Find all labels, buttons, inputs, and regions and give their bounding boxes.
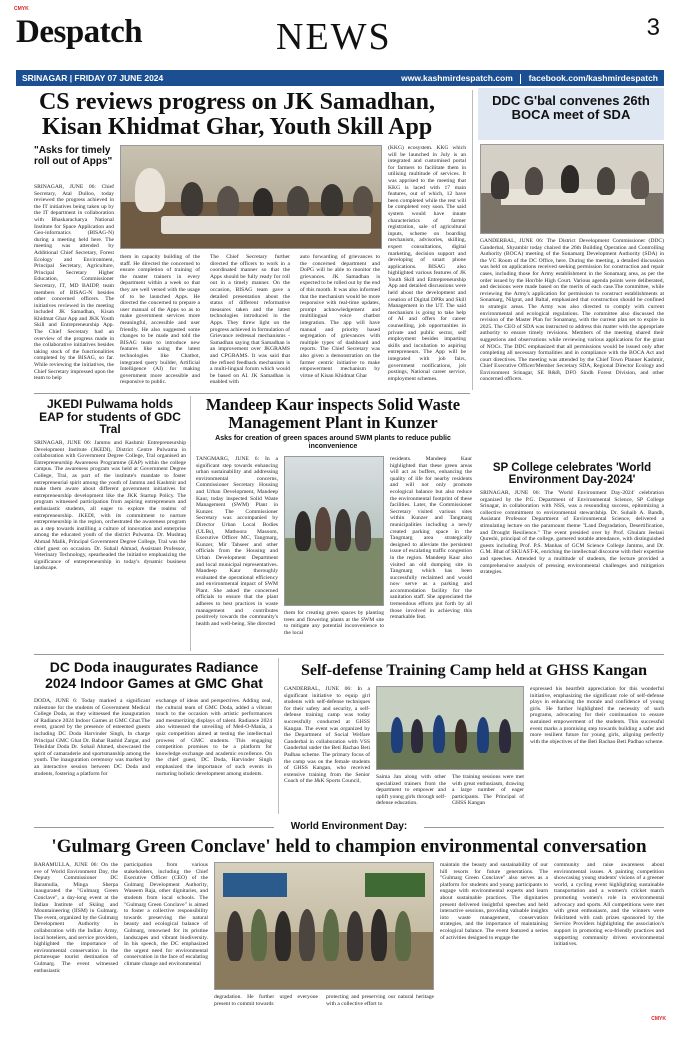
mandeep-headline: Mandeep Kaur inspects Solid Waste Management Plant in Kunzer: [205, 395, 461, 432]
masthead: [16, 14, 664, 83]
mandeep-column-2: them for creating green spaces by planting trees and flowering plants at the SWM site to mitigate any potential inconvenience to the local: [284, 610, 384, 636]
mandeep-subheadline: Asks for creation of green spaces around SWM plants to reduce public inconvenience: [215, 435, 451, 450]
section-title: NEWS: [276, 16, 392, 58]
lead-headline: CS reviews progress on JK Samadhan, Kisan Khidmat Ghar, Youth Skill App: [38, 89, 436, 140]
page-number: 3: [646, 14, 660, 41]
selfdefense-column-1: GANDERBAL, JUNE 06: In a significant initiative to equip girl students with self-defense techniques for their safety and security, a self-defense training camp was today successfully conducted at GHSS Kangan. The event was organized by the Department of Social Welfare Ganderbal in collaboration with VSS Ganderbal under the Beti Bachao Beti Padhao scheme. The primary focus of the camp was on the female students of GHSS Kangan, who received extensive training from the Senior Coach of the J&K Sports Council,: [284, 686, 370, 785]
sp-college-headline: SP College celebrates 'World Environment Day-2024': [492, 462, 652, 486]
ddc-headline-box: [478, 88, 664, 140]
column-rule-2: [190, 396, 191, 651]
lead-column-2: them in capacity building of the staff. He directed the concerned to ensure completion of training of the master trainers in every department within a week so that they are well versed with the usage of to be launched Apps. He directed the concerned to prepare a user manual of the Apps so as to make government services more meaningful, accessible and user friendly. He also suggested some changes to be made and told the BISAG team to introduce new features like using the latest technologies like Chatbot, integrated query builder, Artificial Intelligence (AI) for making government more accessible and responsive to public.: [120, 254, 200, 386]
masthead-links: [401, 70, 658, 86]
dateline: SRINAGAR | FRIDAY 07 JUNE 2024: [22, 73, 164, 83]
gulmarg-photo: [214, 862, 434, 990]
mandeep-column-1: TANGMARG, JUNE 6: In a significant step towards enhancing urban sustainability and addressing environmental concerns, Commissioner Secretary Housing and Urban Development, Mandeep Kaur, today inspected Solid Waste Management (SWM) Plant in Kunzer. The Commissioner Secretary was accompanied by Director Urban Local Bodies (ULBs), Mathoora Masoom, Executive Officer MC, Tangmarg, Kunzer, Mir Tahseer and other officials from the Housing and Urban Development Department and local municipal representatives. Mandeep Kaur thoroughly evaluated the operational efficiency and environmental impact of SWM Plant. She asked the concerned officials to ensure that the plant adheres to best practices in waste management and contributes positively towards the community's health and well-being. She directed: [196, 456, 278, 627]
selfdefense-column-4: expressed his heartfelt appreciation for this wonderful initiative, emphasizing the significant role of self-defense plays in enhancing the morale and confidence of young girls. He further highlighted the necessity of such programs, advocating for their continuation to ensure sustained empowerment of the students. This successful event marks a promising step towards building a safer and more resilient future for young girls, aligning perfectly with the objectives of the Beti Bachao Beti Padhao scheme.: [530, 686, 664, 745]
lead-photo: [120, 145, 382, 249]
ddc-body: GANDERBAL, JUNE 06: The District Development Commissioner (DDC) Ganderbal, Shyambir today chaired the 26th Building Operation and Controlling Authority (BOCA) meeting of the Sonamarg Development Authority (SDA) in the VC Room of the DC Office, here. During the meeting, a detailed discussion was held on applications received seeking permission for construction and repair cases, including those for Army establishment in the Sonamarg area, as per the order issued by the Hon'ble High Court. Various agenda points were deliberated, and decisions were made based on the merits of each case.The committee, while reviewing the Army's application for permission to construct establishments at Sonamarg, Nilgrat, and Baltal, emphasized that construction should be confined to strategic areas. The Army was also directed to comply with current environmental and ecological regulations. The committee also discussed the revision of the Master Plan for Sonamarg, with the current plan set to expire in 2025. The CEO of SDA was instructed to address this matter with the appropriate authority to ensure timely revisions. Members of the meeting shared their suggestions and observations while reviewing various applications for the grant of NOCs. The DDC emphasized that all permissions would be issued only after completing all necessary formalities and in compliance with the BOCA Act and court directives. The meeting was attended by the Chief Town Planner Kashmir, Chief Executive Officer/Member Secretary SDA, Regional Director Ecology and Environment Srinagar, SE R&B, DFO Sindh Forest Division, and other concerned officers.: [480, 238, 664, 383]
section-rule: [34, 393, 470, 394]
selfdefense-column-2: Saima Jan along with other specialized trainers from the department to empower and uplift young girls through self-defense education.: [376, 774, 446, 807]
selfdefense-column-3: The training sessions were met with great enthusiasm, drawing a large number of eager participants. The Principal of GHSS Kangan: [452, 774, 524, 807]
gulmarg-kicker-wrap: [34, 820, 664, 834]
brand-logo: Despatch: [16, 14, 143, 50]
ddc-photo: [480, 144, 664, 234]
masthead-bar: [16, 70, 664, 86]
mandeep-column-3: residents. Mandeep Kaur highlighted that these green areas will act as buffers, enhancing the quality of life for nearby residents and will not only promote ecological balance but also reduce the environmental footprint of these facilities. Later, the Commissioner Secretary visited various sites within Kunzer and Tangmarg municipalities including a newly created parking space in the Tangmarg area strategically designed to alleviate the persistent issue of escalating traffic congestion in the region. Mandeep Kaur also visited an old dumping site in Tangmarg which has been successfully reclaimed and would now serve as a parking and accommodation facility for the sanitation staff. She appreciated the tremendous efforts put forth by all those involved in achieving this remarkable feat.: [390, 456, 472, 621]
jkedi-body: SRINAGAR, JUNE 06: Jammu and Kashmir Entrepreneurship Development Institute (JKEDI), District Centre Pulwama in collaboration with Government Degree College, Tral organised an Entrepreneurship Awareness Programme (EAP) within the college campus. The awareness program was held at Government Degree College, Tral, as part of the institute's mandate to foster entrepreneurial spirit among the youth of Jammu and Kashmir and make them aware about different government initiatives for entrepreneurship development like the JKK Startup Policy. The program witnessed participation from aspiring entrepreneurs and enthusiastic students, all eager to explore the realms of entrepreneurship. JKEDI, with its commitment to nurture entrepreneurship in the region, orchestrated the awareness program as a step towards instilling a culture of innovation and enterprise among the educated youth of the district Pulwama. Dr. Mushtaq Ahmad Malik, Principal Government Degree College, Tral was the chief guest on occasion. Dr. Suhail Ahmad, Assistant Professor, Veterinary Technology, spearheaded the initiative emphasizing the significance of entrepreneurship in today's dynamic business landscape.: [34, 440, 186, 572]
column-rule-3: [278, 658, 279, 814]
lead-kicker-box: [34, 145, 114, 181]
lead-kicker: "Asks for timely roll out of Apps": [34, 145, 113, 167]
lead-column-5: (KKG) ecosystem. KKG which will be launched in July is an integrated and customised portal for farmers to facilitate them in utilising multitude of services. It was apprised to the meeting that KKG is laced with 17 main features, out of which, 12 have been completed while the rest will be completed very soon. The said system would have innate characteristics of farmer registration, sale of agricultural inputs, scheme on boarding mechanism, advisories, skilling, expert consultations, digital marketing, decision support and developing of smart phone applications. BISAG also highlighted various features of JK Youth Skill and Entrepreneurship App and detailed discussions were held about the development and creation of Digital DPRs and Skill Management in the UT. The said mechanism is going to take help of AI and offers for career counselling, job opportunities in private and public sector, self employment besides imparting skills and incubation to aspiring entrepreneurs. The App will be integrated with job fairs, government notifications, job postings, National career service, employment schemes.: [388, 145, 466, 382]
lead-column-4: auto forwarding of grievances to the concerned department and DoPG will be able to monitor the grievances. JK Samadhan is expected to be rolled out by the end of this month. It was also informed that the mechanism would be more responsive with real-time updates, prompt acknowledgement and multilingual voice chatbot integration. The app will have manual and priority based segregation of grievances with multiple types of dashboard and reports. The Chief Secretary was also given a demonstration on the farmer centric initiative to make empowerment mechanism by virtue of Kisan Khidmat Ghar: [300, 254, 380, 379]
doda-headline: DC Doda inaugurates Radiance 2024 Indoor Games at GMC Ghat: [45, 659, 263, 691]
gulmarg-headline: 'Gulmarg Green Conclave' held to champion environmental conversation: [51, 836, 647, 857]
jkedi-headline: JKEDI Pulwama holds EAP for students of GDC Tral: [39, 397, 181, 436]
website-link[interactable]: www.kashmirdespatch.com: [401, 73, 513, 83]
selfdefense-headline: Self-defense Training Camp held at GHSS Kangan: [300, 662, 648, 679]
gulmarg-column-6: community and raise awareness about environmental issues. A painting competition showcasing young students' visions of a greener world, a cycling event highlighting sustainable transportation and a women's cricket match promoting women's role in environmental advocacy and sports. All competitions were met with great enthusiasm, and the winners were felicitated with cash prizes sponsored by the Service Providers highlighting the association's support in promoting eco-friendly practices and supporting community driven environmental initiatives.: [554, 862, 664, 948]
gulmarg-column-1: BARAMULLA, JUNE 06: On the eve of World Environment Day, the Deputy Commissioner DC Baramulla, Minga Sherpa inaugurated the "Gulmarg Green Conclave", a day-long event at the Indian Institute of Skiing and Mountaineering (IISM) in Gulmarg. The event, organized by the Gulmarg Development Authority in collaboration with the Indian Army, local hoteliers, and service providers, highlighted the importance of environmental conservation in the picturesque tourist destination of Gulmarg. The event witnessed enthusiastic: [34, 862, 118, 974]
facebook-link[interactable]: facebook.com/kashmirdespatch: [528, 73, 658, 83]
lead-column-3: The Chief Secretary further directed the officers to work in a coordinated manner so that the Apps should be fully ready for roll out in a timely manner. On the occasion, BISAG team gave a detailed presentation about the status of different reformative measures taken and the latest technologies introduced in the Apps. They threw light on the progress achieved in formulation of Grievance redressal mechanisms - Samadhan saying that Samadhan is an improvement over JKGRAMS and CPGRAMS. It was said that the refined feedback mechanism is a multi-lingual forum which would be based on AI. JK Samadhan is enabled with: [210, 254, 290, 386]
gulmarg-column-3: degradation. He further urged everyone present to commit towards: [214, 994, 318, 1007]
column-rule: [472, 90, 473, 390]
section-rule-2: [34, 654, 664, 655]
gulmarg-column-5: maintain the beauty and sustainability of our hill resorts for future generations. The "Gulmarg Green Conclave" also serves as a platform for students and young participants to engage with environmental experts and learn about sustainable practices. The dignitaries present delivered insightful speeches and held interactive sessions, providing valuable insights into waste management, conservation strategies, and the importance of maintaining ecological balance. The event featured a series of activities designed to engage the: [440, 862, 548, 941]
cmyk-mark-top: CMYK: [14, 6, 29, 12]
ddc-headline: DDC G'bal convenes 26th BOCA meet of SDA: [492, 93, 650, 122]
mandeep-photo: [284, 456, 384, 606]
gulmarg-column-4: protecting and preserving our natural heritage with a collective effort to: [326, 994, 434, 1007]
gulmarg-column-2: participation from various stakeholders, including the Chief Executive Officer (CEO) of the Gulmarg Development Authority, Waseem Raja, other dignitaries, and students from local schools. The "Gulmarg Green Conclave" is aimed to foster a collective responsibility towards preserving the natural beauty and ecological balance of Gulmarg, renowned for its pristine landscapes and vibrant biodiversity. In his speech, the DC emphasized the urgent need for environmental conservation in the face of escalating climate change and environmental: [124, 862, 208, 967]
gulmarg-kicker: World Environment Day:: [274, 820, 424, 834]
lead-column-1: SRINAGAR, JUNE 06: Chief Secretary, Atal Dulloo, today reviewed the progress achieved in the IT initiatives being taken up by the IT department in collaboration with Bhaskaracharya National Institute for Space Application and Geo-informatics (BISAG-N) during a meeting held here. The meeting was attended by Additional Chief Secretary, Forest Ecology and Environment, Principal Secretary, Agriculture, Principal Secretary Higher Education, Commissioner Secretary, IT, MD BAIDP, team members of BISAG-N besides other concerned officers. The initiatives reviewed in the meeting included JK Samadhan, Kisan Khidmat Ghar App and JKK Youth Skill and Entrepreneurship App. The Chief Secretary had an overview of the progress made in the collaborative initiatives besides taking stock of the functionalities completed by the BISAG, so far. While reviewing the initiatives, the Chief Secretary impressed upon the team to help: [34, 184, 114, 382]
doda-column-1: DODA, JUNE 6: Today marked a significant milestone for the students of Government Medical College Doda, as they witnessed the inauguration of Radiance 2024 Indoor Games at GMC Ghat.The event, graced by the presence of esteemed guests including DC Doda Harvinder Singh, In charge Principal GMC Ghat Dr. Bahar Rashid Zargar, and Tehsildar Doda Dr. Sohail Ahmed, showcased the spirit of camaraderie and sportsmanship among the youth. The inauguration ceremony was marked by an interactive session between DC Doda and students, fostering a platform for: [34, 698, 150, 777]
sp-college-body: SRINAGAR, JUNE 06: The 'World Environment Day-2024' celebration organized by the P.G. Department of Environmental Science, SP College Srinagar, in collaboration with NSS, was a resounding success, epitomizing a collective commitment to environmental stewardship. Dr. Suhaib A. Bandh, Assistant Professor Department of Environmental Science, delivered a stimulating lecture on the paramount theme "Land Degradation, Desertification, and Drought Resilience." The event presided over by Prof. Ghulam Jeelani Qureshi, principal of the college, garnered notable attendance, with distinguished guests including Prof. P.S. Manhas of GCM Science College Jammu, and Dr. G.M. Bhat of SKUAST-K, enriching the intellectual discourse with their expertise and speeches. Attended by a multitude of students, the lecture provided a comprehensive analysis of pressing environmental challenges and mitigation strategies.: [480, 490, 664, 576]
cmyk-mark-bottom: CMYK: [651, 1016, 666, 1022]
selfdefense-photo: [376, 686, 524, 770]
doda-column-2: exchange of ideas and perspectives. Adding zeal, the cultural team of GMC Doda, added a vibrant touch to the occasion with artistic performances and mesmerizing displays of talent. Radiance 2024 also witnessed the unveiling of Med-O-Mania, a quiz competition aimed at testing the intellectual prowess of GMC students. This engaging competition promises to be a platform for knowledge exchange and academic excellence. On the chief guest, DC Doda, Harvinder Singh emphasized the importance of such events in nurturing holistic development among students.: [156, 698, 272, 777]
